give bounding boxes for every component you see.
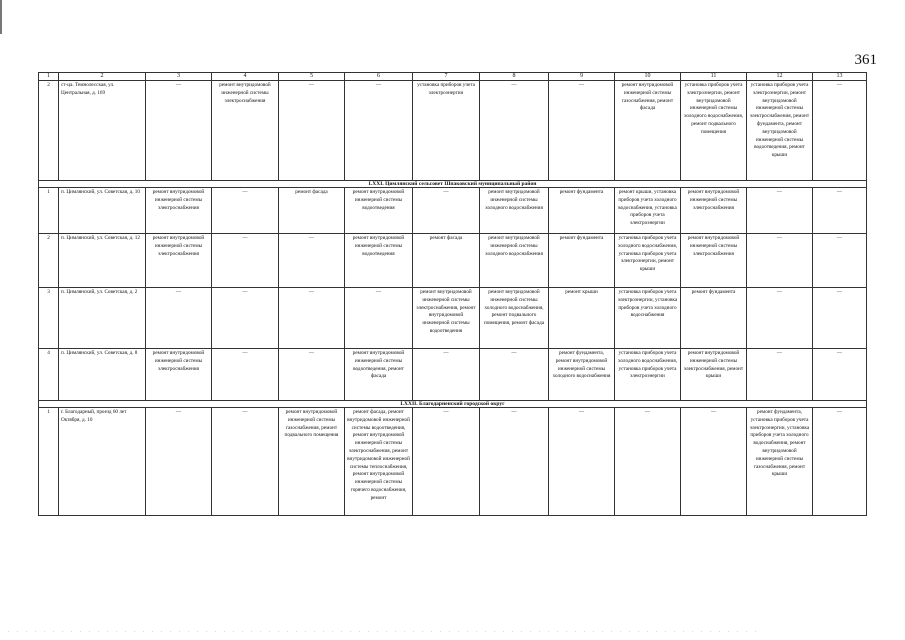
- work-cell: —: [279, 234, 345, 288]
- work-cell: —: [212, 188, 279, 234]
- section-title: LXXI. Цимлянский сельсовет Шпаковский муниципальный район: [39, 181, 867, 188]
- section-row: [39, 401, 867, 408]
- work-cell: ремонт фундамента, установка приборов учета электроэнергии, установка приборов учета холодного водоснабжения, ремонт внутридомовой инженерной системы газоснабжения, ремонт крыши: [747, 408, 813, 516]
- page-number: 361: [854, 52, 877, 68]
- row-number: 4: [39, 349, 59, 401]
- work-cell: —: [747, 234, 813, 288]
- column-header: 12: [747, 73, 813, 81]
- work-cell: —: [146, 81, 212, 181]
- column-header: 2: [59, 73, 146, 81]
- work-cell: —: [747, 349, 813, 401]
- work-cell: —: [345, 81, 413, 181]
- row-number: 3: [39, 288, 59, 349]
- work-cell: ремонт фундамента: [549, 188, 615, 234]
- work-cell: —: [212, 349, 279, 401]
- work-cell: —: [146, 408, 212, 516]
- work-cell: ремонт внутридомовой инженерной системы электроснабжения: [212, 81, 279, 181]
- column-header: 8: [480, 73, 549, 81]
- row-number: 2: [39, 234, 59, 288]
- work-cell: —: [549, 81, 615, 181]
- work-cell: установка приборов учета электроэнергии, ремонт внутридомовой инженерной системы электроснабжения, ремонт фундамента, ремонт внутридомовой инженерной системы водоотведения, ремонт крыши: [747, 81, 813, 181]
- work-cell: —: [747, 288, 813, 349]
- column-header: 13: [813, 73, 867, 81]
- left-margin-mark: [0, 0, 2, 34]
- work-cell: установка приборов учета холодного водоснабжения, установка приборов учета электроэнергии, ремонт крыши: [615, 234, 681, 288]
- work-cell: —: [747, 188, 813, 234]
- work-cell: —: [146, 288, 212, 349]
- column-header: 3: [146, 73, 212, 81]
- work-cell: ремонт внутридомовой инженерной системы газоснабжения, ремонт фасада: [615, 81, 681, 181]
- section-title: LXXII. Благодарненский городской округ: [39, 401, 867, 408]
- table-row: [39, 288, 867, 349]
- column-header: 9: [549, 73, 615, 81]
- work-cell: установка приборов учета холодного водоснабжения, установка приборов учета электроэнергии: [615, 349, 681, 401]
- work-cell: ремонт фундамента: [549, 234, 615, 288]
- address-cell: п. Цимлянский, ул. Советская, д. 10: [59, 188, 146, 234]
- work-cell: —: [813, 81, 867, 181]
- table-row: [39, 81, 867, 181]
- scan-noise-dots: . . . . . . . . . . . . . . . . . . . . . . . . . . . . . . . . . . . . . . . . . . . . . . . . . . . . . . . . . . . . . . . . . . . . . . . . . . . . . . . . . . . .: [8, 628, 760, 634]
- table-row: [39, 234, 867, 288]
- work-cell: ремонт внутридомовой инженерной системы электроснабжения: [146, 188, 212, 234]
- work-cell: установка приборов учета электроэнергии: [413, 81, 480, 181]
- row-number: 1: [39, 408, 59, 516]
- work-cell: ремонт внутридомовой инженерной системы холодного водоснабжения: [480, 188, 549, 234]
- row-number: 1: [39, 188, 59, 234]
- work-cell: ремонт внутридомовой инженерной системы водоотведения, ремонт фасада: [345, 349, 413, 401]
- work-cell: ремонт внутридомовой инженерной системы электроснабжения: [146, 234, 212, 288]
- column-header: 1: [39, 73, 59, 81]
- table-row: [39, 349, 867, 401]
- column-header: 7: [413, 73, 480, 81]
- column-header: 4: [212, 73, 279, 81]
- work-cell: —: [413, 408, 480, 516]
- work-cell: —: [615, 408, 681, 516]
- column-header: 10: [615, 73, 681, 81]
- work-cell: ремонт внутридомовой инженерной системы электроснабжения: [681, 234, 747, 288]
- address-cell: ст-ца. Темнолесская, ул. Центральная, д. 169: [59, 81, 146, 181]
- address-cell: п. Цимлянский, ул. Советская, д. 8: [59, 349, 146, 401]
- table-row: [39, 408, 867, 516]
- work-cell: ремонт крыши, установка приборов учета холодного водоснабжения, установка приборов учета электроэнергии: [615, 188, 681, 234]
- work-cell: ремонт внутридомовой инженерной системы холодного водоснабжения, ремонт подвального помещения, ремонт фасада: [480, 288, 549, 349]
- work-cell: ремонт фундамента, ремонт внутридомовой инженерной системы холодного водоснабжения: [549, 349, 615, 401]
- section-row: [39, 181, 867, 188]
- work-cell: —: [279, 81, 345, 181]
- work-cell: ремонт внутридомовой инженерной системы водоотведения: [345, 188, 413, 234]
- work-cell: ремонт внутридомовой инженерной системы газоснабжения, ремонт подвального помещения: [279, 408, 345, 516]
- work-cell: —: [212, 234, 279, 288]
- work-cell: ремонт фасада: [279, 188, 345, 234]
- column-header: 11: [681, 73, 747, 81]
- work-cell: —: [480, 81, 549, 181]
- work-cell: ремонт фасада, ремонт внутридомовой инженерной системы водоотведения, ремонт внутридомовой инженерной системы электроснабжения, ремонт внутридомовой инженерной системы теплоснабжения, ремонт внутридомовой инженерной системы горячего водоснабжения, ремонт: [345, 408, 413, 516]
- column-header: 5: [279, 73, 345, 81]
- address-cell: г. Благодарный, проезд 60 лет Октября, д. 10: [59, 408, 146, 516]
- row-number: 2: [39, 81, 59, 181]
- work-cell: —: [813, 188, 867, 234]
- work-cell: —: [279, 349, 345, 401]
- work-cell: —: [212, 408, 279, 516]
- work-cell: —: [813, 349, 867, 401]
- table-row: [39, 188, 867, 234]
- address-cell: п. Цимлянский, ул. Советская, д. 12: [59, 234, 146, 288]
- work-cell: ремонт внутридомовой инженерной системы водоотведения: [345, 234, 413, 288]
- work-cell: ремонт фундамента: [681, 288, 747, 349]
- work-cell: —: [413, 349, 480, 401]
- work-cell: установка приборов учета электроэнергии, установка приборов учета холодного водоснабжения: [615, 288, 681, 349]
- column-header: 6: [345, 73, 413, 81]
- work-cell: —: [345, 288, 413, 349]
- work-cell: —: [813, 408, 867, 516]
- work-cell: —: [413, 188, 480, 234]
- work-cell: ремонт внутридомовой инженерной системы электроснабжения: [681, 188, 747, 234]
- work-cell: ремонт внутридомовой инженерной системы электроснабжения, ремонт внутридомовой инженерной системы водоотведения: [413, 288, 480, 349]
- work-cell: ремонт крыши: [549, 288, 615, 349]
- work-cell: ремонт внутридомовой инженерной системы электроснабжения: [146, 349, 212, 401]
- work-cell: установка приборов учета электроэнергии, ремонт внутридомовой инженерной системы холодного водоснабжения, ремонт подвального помещения: [681, 81, 747, 181]
- work-cell: ремонт внутридомовой инженерной системы холодного водоснабжения: [480, 234, 549, 288]
- work-cell: —: [681, 408, 747, 516]
- work-cell: ремонт фасада: [413, 234, 480, 288]
- column-number-row: [39, 73, 867, 81]
- work-cell: —: [480, 349, 549, 401]
- work-cell: —: [212, 288, 279, 349]
- work-cell: —: [480, 408, 549, 516]
- work-cell: —: [279, 288, 345, 349]
- work-cell: —: [813, 234, 867, 288]
- work-cell: —: [549, 408, 615, 516]
- work-cell: ремонт внутридомовой инженерной системы электроснабжения, ремонт крыши: [681, 349, 747, 401]
- address-cell: п. Цимлянский, ул. Советская, д. 2: [59, 288, 146, 349]
- repair-schedule-table: [38, 72, 867, 516]
- work-cell: —: [813, 288, 867, 349]
